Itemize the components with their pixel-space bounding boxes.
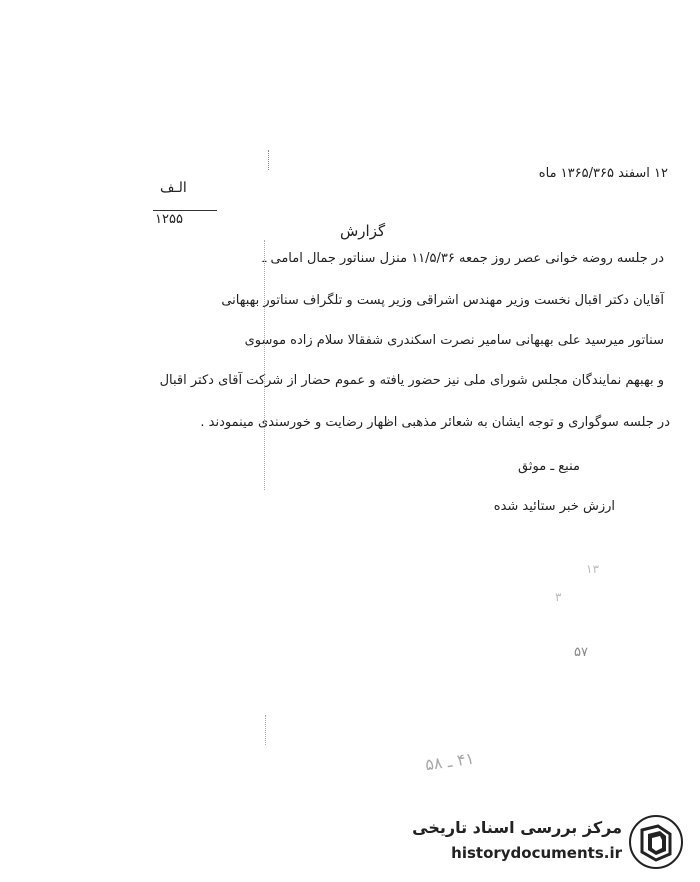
- value-assessment: ارزش خبر ستائید شده: [493, 499, 615, 514]
- watermark: [414, 814, 684, 870]
- scan-mark: [268, 150, 269, 170]
- report-title: گزارش: [340, 222, 386, 240]
- body-line-2: آقایان دکتر اقبال نخست وزیر مهندس اشراقی وزیر پست و تلگراف سناتور بهبهانی: [221, 293, 664, 308]
- classification-heading: الـف: [160, 180, 187, 196]
- handwritten-mark: ۱۳: [586, 562, 599, 576]
- watermark-url: historydocuments.ir: [451, 844, 622, 862]
- body-line-1: در جلسه روضه خوانی عصر روز جمعه ۱۱/۵/۳۶ منزل سناتور جمال امامی ـ: [262, 251, 664, 266]
- handwritten-mark: ۵۷: [574, 645, 588, 660]
- book-shield-icon: [628, 814, 684, 870]
- scan-mark: [265, 715, 266, 745]
- body-line-5: در جلسه سوگواری و توجه ایشان به شعائر مذهبی اظهار رضایت و خورسندی مینمودند .: [200, 415, 670, 430]
- source-line: منبع ـ موثق: [518, 459, 580, 474]
- body-line-4: و بهبهم نمایندگان مجلس شورای ملی نیز حضور یافته و عموم حضار از شرکت آقای دکتر اقبال: [159, 373, 664, 388]
- body-line-3: سناتور میرسید علی بهبهانی سامیر نصرت اسکندری شفقالا سلام زاده موسوی: [244, 333, 664, 348]
- scan-mark: [264, 240, 265, 490]
- heading-underline: [153, 210, 217, 211]
- handwritten-mark: ۳: [555, 590, 562, 604]
- document-date: ۱۲ اسفند ۱۳۶۵/۳۶۵ ماه: [538, 166, 668, 181]
- handwritten-signature: ۴۱ ـ ۵۸: [423, 748, 476, 775]
- watermark-title: مرکز بررسی اسناد تاریخی: [412, 818, 622, 837]
- reference-number: ۱۲۵۵: [155, 212, 183, 227]
